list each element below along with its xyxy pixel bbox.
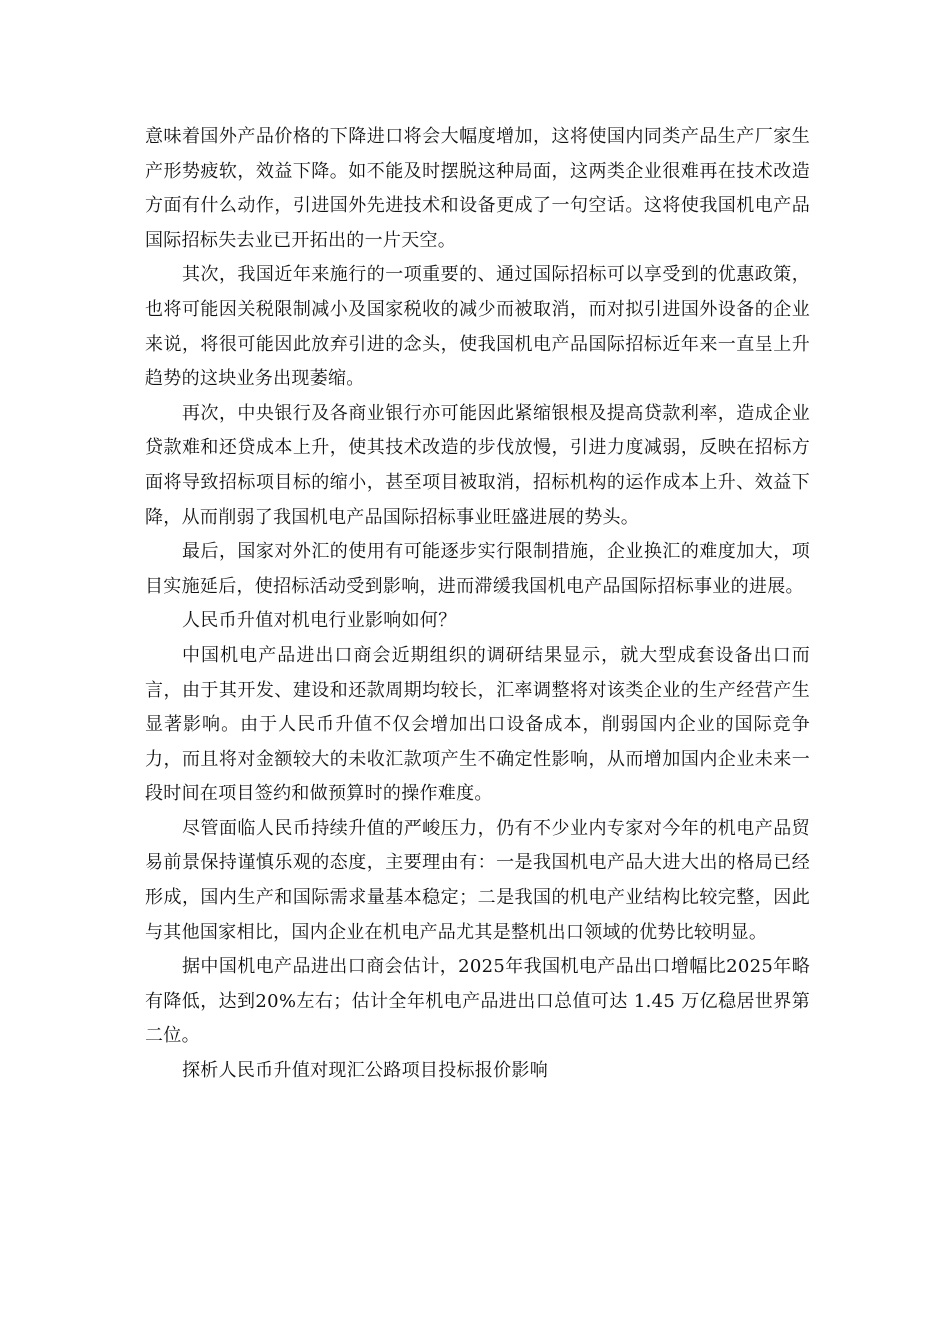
section-heading-analysis: 探析人民币升值对现汇公路项目投标报价影响 (182, 1060, 548, 1082)
document-body (145, 120, 810, 1089)
paragraph-secondly: 其次，我国近年来施行的一项重要的、通过国际招标可以享受到的优惠政策，也将可能因关税限制减小及国家税收的减少而被取消，而对拟引进国外设备的企业来说，将很可能因此放弃引进的念头，使我国机电产品国际招标近年来一直呈上升趋势的这块业务出现萎缩。 (145, 264, 810, 390)
paragraph-thirdly: 再次，中央银行及各商业银行亦可能因此紧缩银根及提高贷款利率，造成企业贷款难和还贷成本上升，使其技术改造的步伐放慢，引进力度减弱，反映在招标方面将导致招标项目标的缩小，甚至项目被取消，招标机构的运作成本上升、效益下降，从而削弱了我国机电产品国际招标事业旺盛进展的势头。 (145, 402, 810, 528)
paragraph-continuation: 意味着国外产品价格的下降进口将会大幅度增加，这将使国内同类产品生产厂家生产形势疲软，效益下降。如不能及时摆脱这种局面，这两类企业很难再在技术改造方面有什么动作，引进国外先进技术和设备更成了一句空话。这将使我国机电产品国际招标失去业已开拓出的一片天空。 (145, 126, 810, 251)
paragraph-survey: 中国机电产品进出口商会近期组织的调研结果显示，就大型成套设备出口而言，由于其开发、建设和还款周期均较长，汇率调整将对该类企业的生产经营产生显著影响。由于人民币升值不仅会增加出口设备成本，削弱国内企业的国际竞争力，而且将对金额较大的未收汇款项产生不确定性影响，从而增加国内企业未来一段时间在项目签约和做预算时的操作难度。 (145, 644, 810, 805)
paragraph-finally: 最后，国家对外汇的使用有可能逐步实行限制措施，企业换汇的难度加大，项目实施延后，使招标活动受到影响，进而滞缓我国机电产品国际招标事业的进展。 (145, 541, 810, 597)
paragraph-estimate: 据中国机电产品进出口商会估计，2025年我国机电产品出口增幅比2025年略有降低，达到20%左右；估计全年机电产品进出口总值可达 1.45 万亿稳居世界第二位。 (145, 956, 810, 1047)
section-heading-impact: 人民币升值对机电行业影响如何？ (182, 610, 457, 632)
paragraph-outlook: 尽管面临人民币持续升值的严峻压力，仍有不少业内专家对今年的机电产品贸易前景保持谨慎乐观的态度，主要理由有：一是我国机电产品大进大出的格局已经形成，国内生产和国际需求量基本稳定；二是我国的机电产业结构比较完整，因此与其他国家相比，国内企业在机电产品尤其是整机出口领域的优势比较明显。 (145, 817, 810, 943)
